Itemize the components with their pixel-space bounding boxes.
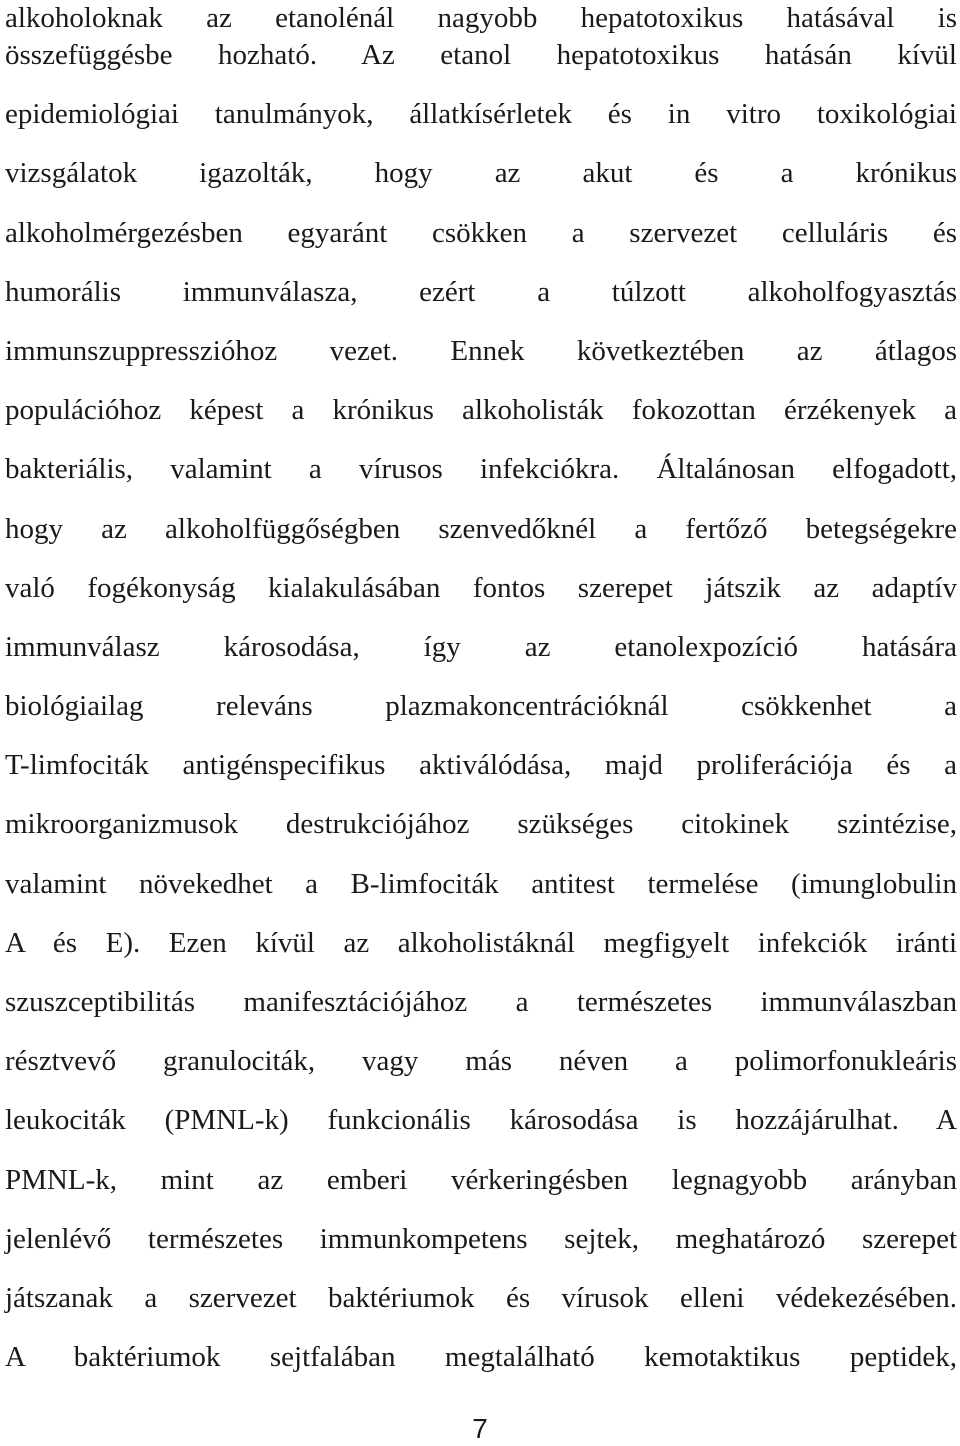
text-line: szuszceptibilitás manifesztációjához a természetes immunválaszban (5, 986, 957, 1018)
text-line: immunválasz károsodása, így az etanolexpozíció hatására (5, 630, 957, 663)
text-line: mikroorganizmusok destrukciójához szükséges citokinek szintézise, (5, 808, 957, 841)
text-line: bakteriális, valamint a vírusos infekciókra. Általánosan elfogadott, (5, 453, 957, 486)
body-paragraph (5, 0, 957, 1398)
text-line: összefüggésbe hozható. Az etanol hepatotoxikus hatásán kívül (5, 39, 957, 71)
text-line: PMNL-k, mint az emberi vérkeringésben legnagyobb arányban (5, 1163, 957, 1196)
text-line: hogy az alkoholfüggőségben szenvedőknél a fertőző betegségekre (5, 512, 957, 545)
text-line: immunszuppresszióhoz vezet. Ennek következtében az átlagos (5, 334, 957, 367)
text-line: alkoholmérgezésben egyaránt csökken a szervezet celluláris és (5, 216, 957, 249)
text-line: populációhoz képest a krónikus alkoholisták fokozottan érzékenyek a (5, 394, 957, 427)
text-line: T-limfociták antigénspecifikus aktiválódása, majd proliferációja és a (5, 749, 957, 782)
text-line: vizsgálatok igazolták, hogy az akut és a krónikus (5, 157, 957, 190)
text-line: résztvevő granulociták, vagy más néven a polimorfonukleáris (5, 1045, 957, 1078)
text-line: humorális immunválasza, ezért a túlzott alkoholfogyasztás (5, 275, 957, 308)
text-line: alkoholoknak az etanolénál nagyobb hepatotoxikus hatásával is (5, 2, 957, 34)
text-line: játszanak a szervezet baktériumok és vírusok elleni védekezésében. (5, 1281, 957, 1314)
text-line: biológiailag releváns plazmakoncentrációknál csökkenhet a (5, 690, 957, 723)
text-line: A baktériumok sejtfalában megtalálható kemotaktikus peptidek, (5, 1341, 957, 1374)
text-line: való fogékonyság kialakulásában fontos szerepet játszik az adaptív (5, 571, 957, 604)
text-line: A és E). Ezen kívül az alkoholistáknál megfigyelt infekciók iránti (5, 926, 957, 959)
text-line: leukociták (PMNL-k) funkcionális károsodása is hozzájárulhat. A (5, 1104, 957, 1137)
text-line: jelenlévő természetes immunkompetens sejtek, meghatározó szerepet (5, 1222, 957, 1255)
text-line: epidemiológiai tanulmányok, állatkísérletek és in vitro toxikológiai (5, 98, 957, 131)
page-number: 7 (472, 1413, 488, 1444)
text-line: valamint növekedhet a B-limfociták antitest termelése (imunglobulin (5, 867, 957, 900)
